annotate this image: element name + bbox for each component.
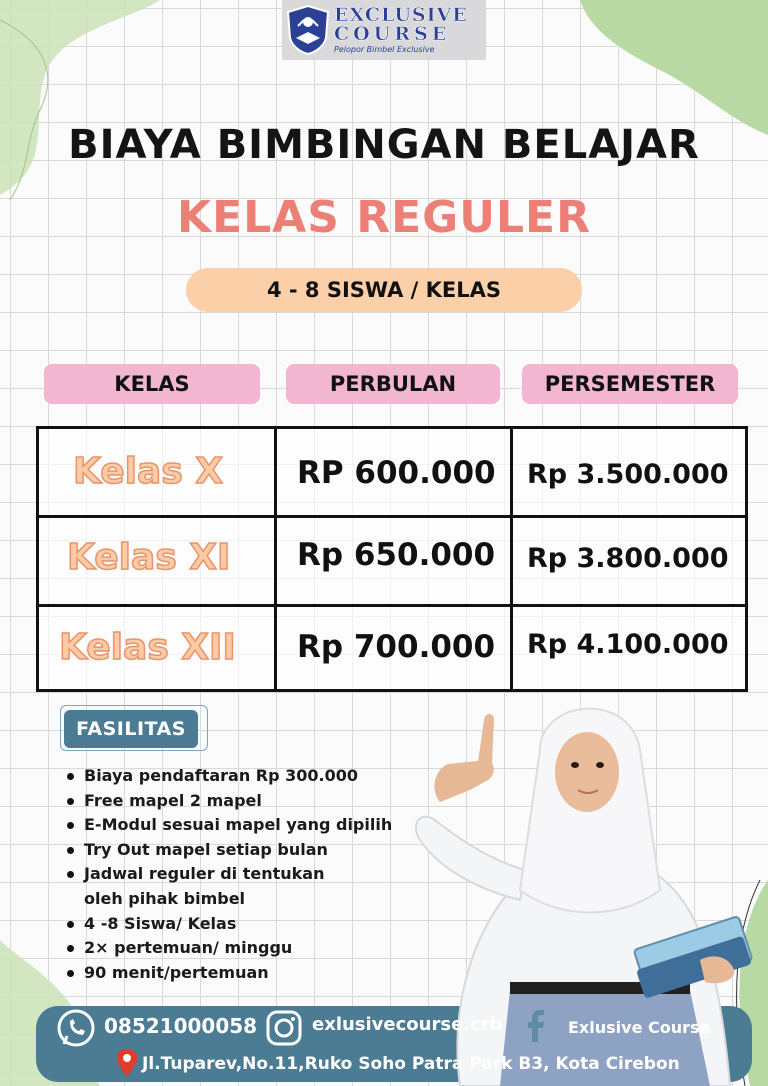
row-3-perbulan: Rp 700.000: [297, 629, 496, 665]
header-persemester: PERSEMESTER: [522, 364, 738, 404]
page-title: BIAYA BIMBINGAN BELAJAR: [68, 122, 700, 168]
location-pin-icon: [116, 1048, 138, 1078]
row-1-persemester: Rp 3.500.000: [527, 459, 729, 490]
facilities-title: FASILITAS: [76, 718, 186, 740]
brand-logo: [282, 0, 486, 60]
row-3-kelas: Kelas XII: [59, 627, 236, 668]
facility-item: Try Out mapel setiap bulan: [64, 838, 392, 863]
price-table: [36, 426, 748, 692]
facilities-badge: [64, 710, 198, 748]
top-left-blob: [0, 0, 160, 200]
facility-item: 4 -8 Siswa/ Kelas: [64, 912, 392, 937]
facility-item: 2× pertemuan/ minggu: [64, 936, 392, 961]
phone-number[interactable]: 08521000058: [104, 1014, 258, 1038]
row-2-kelas: Kelas XI: [67, 537, 231, 578]
logo-line-1: EXCLUSIVE: [334, 4, 468, 26]
header-kelas: KELAS: [44, 364, 260, 404]
row-1-perbulan: RP 600.000: [297, 455, 496, 491]
instagram-handle[interactable]: exlusivecourse.crb: [312, 1014, 503, 1035]
top-right-blob: [580, 0, 768, 140]
facility-item: 90 menit/pertemuan: [64, 961, 392, 986]
facility-item: E-Modul sesuai mapel yang dipilih: [64, 813, 392, 838]
facility-item: Free mapel 2 mapel: [64, 789, 392, 814]
row-3-persemester: Rp 4.100.000: [527, 629, 729, 660]
facility-item-continued: oleh pihak bimbel: [84, 888, 246, 908]
row-2-persemester: Rp 3.800.000: [527, 543, 729, 574]
logo-line-2: COURSE: [334, 23, 451, 45]
row-2-perbulan: Rp 650.000: [297, 537, 496, 573]
row-1-kelas: Kelas X: [73, 451, 224, 492]
instagram-icon[interactable]: [264, 1008, 304, 1048]
page-subtitle: KELAS REGULER: [176, 192, 591, 243]
logo-tagline: Pelopor Bimbel Exclusive: [334, 45, 435, 54]
facebook-name[interactable]: Exlusive Course: [568, 1018, 711, 1037]
facebook-icon[interactable]: [520, 1008, 552, 1044]
address: Jl.Tuparev,No.11,Ruko Soho Patra Park B3, Kota Cirebon: [142, 1054, 680, 1074]
whatsapp-icon[interactable]: [56, 1008, 96, 1048]
capacity-badge: 4 - 8 SISWA / KELAS: [186, 268, 582, 312]
header-perbulan: PERBULAN: [286, 364, 500, 404]
facility-item: Jadwal reguler di tentukan: [64, 862, 392, 887]
facility-item: Biaya pendaftaran Rp 300.000: [64, 764, 392, 789]
shield-icon: [286, 4, 330, 56]
facilities-list: [64, 764, 392, 985]
